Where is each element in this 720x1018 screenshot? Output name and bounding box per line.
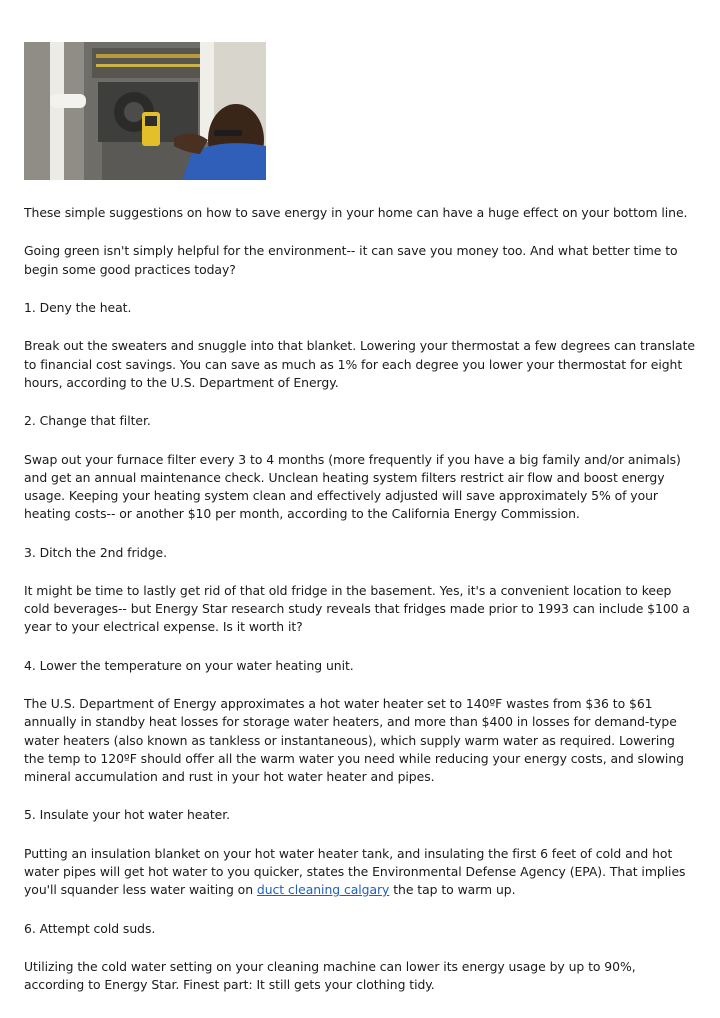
tip-body-4: The U.S. Department of Energy approximates a hot water heater set to 140ºF wastes from $36 to $61 annually in standby heat losses for storage water heaters, and more than $400 in losses for demand-type water heaters (also known as tankless or instantaneous), which supply warm water as required. Lowering the temp to 120ºF should offer all the warm water you need while reducing your energy costs, and slowing mineral accumulation and rust in your hot water heater and pipes. (24, 696, 684, 784)
tip-body-1: Break out the sweaters and snuggle into that blanket. Lowering your thermostat a few degrees can translate to financial cost savings. You can save as much as 1% for each degree you lower your thermostat for eight hours, according to the U.S. Department of Energy. (24, 338, 695, 390)
tip-heading-3: 3. Ditch the 2nd fridge. (24, 544, 168, 560)
tip-body-6: Utilizing the cold water setting on your cleaning machine can lower its energy usage by up to 90%, according to Energy Star. Finest part: It still gets your clothing tidy. (24, 958, 636, 993)
going-green-paragraph: Going green isn't simply helpful for the environment-- it can save you money too. And what better time to begin some good practices today? (24, 243, 678, 277)
tip-body-5-text-before: Putting an insulation blanket on your hot water heater tank, and insulating the first 6 feet of cold and hot water pipes will get hot water to you quicker, states the Environmental Defense Agency (EPA). That implies you'll squander less water waiting on (24, 845, 686, 898)
tip-heading-2: 2. Change that filter. (24, 413, 151, 429)
tip-body-5-text-after: the tap to warm up. (389, 882, 516, 898)
tip-heading-4: 4. Lower the temperature on your water heating unit. (24, 657, 354, 673)
tip-heading-6: 6. Attempt cold suds. (24, 920, 156, 936)
tip-body-5 (24, 845, 696, 900)
furnace-technician-photo (24, 42, 266, 180)
tip-body-2: Swap out your furnace filter every 3 to 4 months (more frequently if you have a big family and/or animals) and get an annual maintenance check. Unclean heating system filters restrict air flow and boost energy usage. Keeping your heating system clean and effectively adjusted will save approximately 5% of your heating costs-- or another $10 per month, according to the California Energy Commission. (24, 451, 681, 522)
tip-body-3: It might be time to lastly get rid of that old fridge in the basement. Yes, it's a convenient location to keep cold beverages-- but Energy Star research study reveals that fridges made prior to 1993 can include $100 a year to your electrical expense. Is it worth it? (24, 582, 690, 635)
article (24, 42, 696, 1015)
intro-paragraph: These simple suggestions on how to save energy in your home can have a huge effect on your bottom line. (24, 205, 688, 220)
duct-cleaning-link[interactable]: duct cleaning calgary (256, 882, 390, 898)
tip-heading-5: 5. Insulate your hot water heater. (24, 807, 231, 823)
tip-heading-1: 1. Deny the heat. (24, 299, 132, 315)
